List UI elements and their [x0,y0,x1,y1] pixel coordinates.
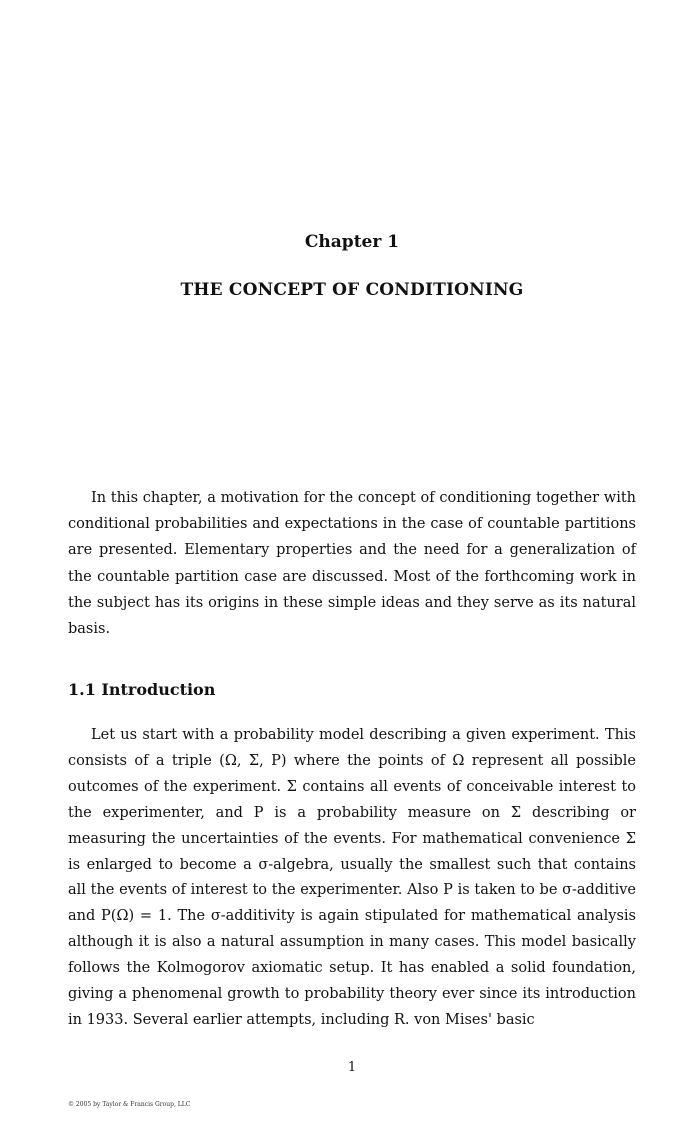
section-heading: 1.1 Introduction [68,680,216,699]
chapter-title: THE CONCEPT OF CONDITIONING [180,280,524,300]
section-body-paragraph: Let us start with a probability model describing a given experiment. This consists of a triple (Ω, Σ, P) where the points of Ω represent all possible outcomes of the experiment. Σ contains all events of conceivable interest to the experimenter, and P is a probability measure on Σ describing or measuring the uncertainties of the events. For mathematical convenience Σ is enlarged to become a σ-algebra, usually the smallest such that contains all the events of interest to the experimenter. Also P is taken to be σ-additive and P(Ω) = 1. The σ-additivity is again stipulated for mathematical analysis although it is also a natural assumption in many cases. This model basically follows the Kolmogorov axiomatic setup. It has enabled a solid foundation, giving a phenomenal growth to probability theory ever since its introduction in 1933. Several earlier attempts, including R. von Mises' basic [68,727,636,1028]
chapter-label: Chapter 1 [304,232,400,252]
page-number: 1 [347,1060,357,1075]
copyright-notice: © 2005 by Taylor & Francis Group, LLC [68,1101,191,1108]
chapter-abstract: In this chapter, a motivation for the concept of conditioning together with conditional probabilities and expectations in the case of countable partitions are presented. Elementary properties and the need for a generalization of the countable partition case are discussed. Most of the forthcoming work in the subject has its origins in these simple ideas and they serve as its natural basis. [68,490,636,638]
